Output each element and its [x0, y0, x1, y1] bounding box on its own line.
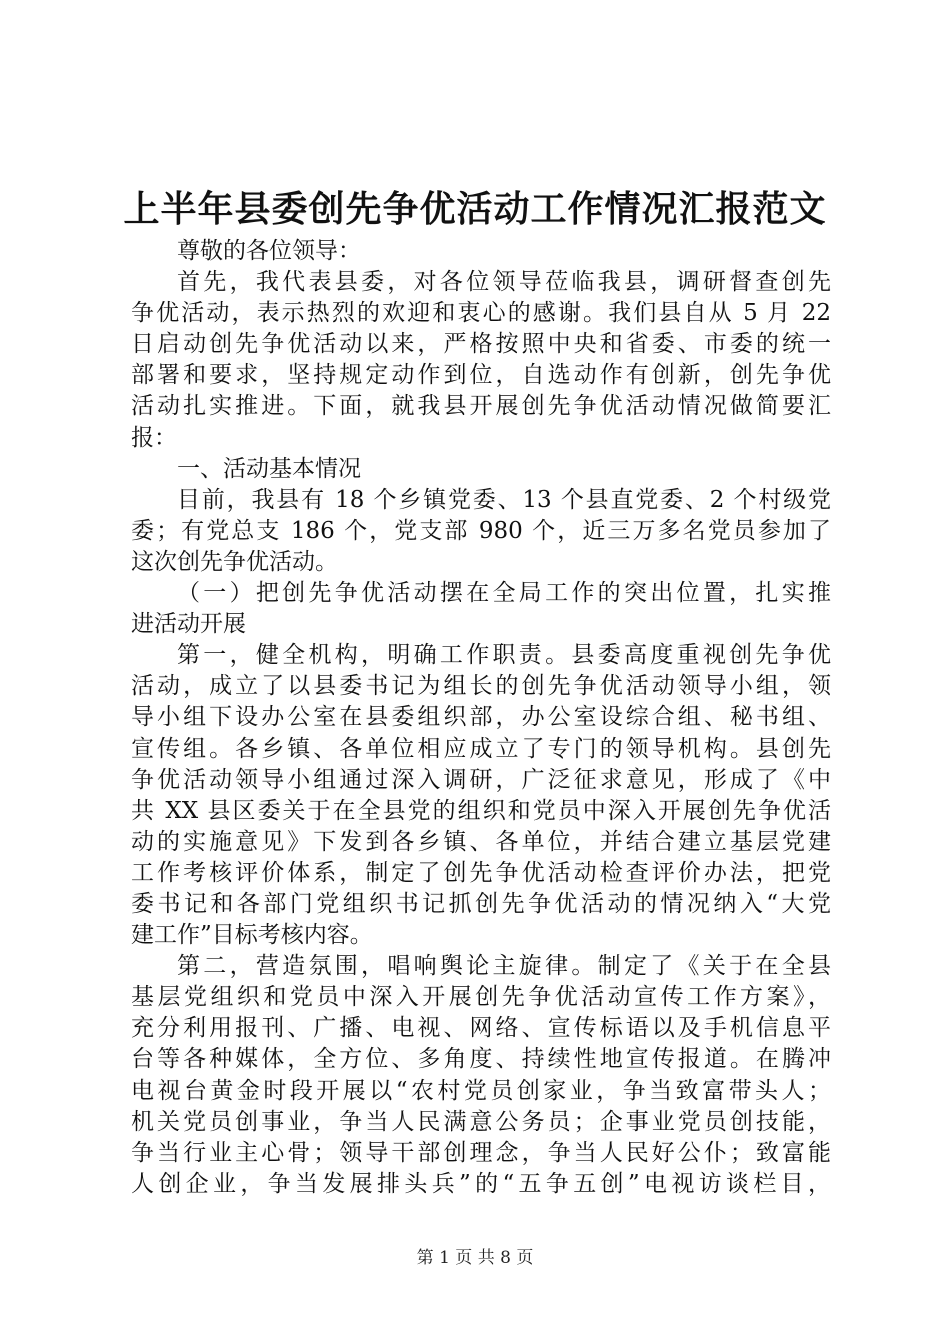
body-line: 第二，营造氛围，唱响舆论主旋律。制定了《关于在全县: [177, 953, 831, 980]
document-title: 上半年县委创先争优活动工作情况汇报范文: [123, 188, 827, 230]
body-line: 日启动创先争优活动以来，严格按照中央和省委、市委的统一: [131, 331, 831, 358]
body-line: 争优活动领导小组通过深入调研，广泛征求意见，形成了《中: [131, 766, 831, 793]
body-line: 台等各种媒体，全方位、多角度、持续性地宣传报道。在腾冲: [131, 1046, 831, 1073]
body-line: （一）把创先争优活动摆在全局工作的突出位置，扎实推: [177, 580, 831, 607]
document-body: [131, 236, 831, 1200]
body-line: 机关党员创事业，争当人民满意公务员；企事业党员创技能，: [131, 1108, 831, 1135]
body-line: 工作考核评价体系，制定了创先争优活动检查评价办法，把党: [131, 859, 831, 886]
body-line: 共 XX 县区委关于在全县党的组织和党员中深入开展创先争优活: [131, 797, 831, 824]
body-line: 委；有党总支 186 个，党支部 980 个，近三万多名党员参加了: [131, 517, 831, 544]
body-line: 建工作”目标考核内容。: [131, 922, 373, 949]
body-line: 活动扎实推进。下面，就我县开展创先争优活动情况做简要汇: [131, 393, 831, 420]
body-line: 这次创先争优活动。: [131, 548, 338, 575]
body-line: 宣传组。各乡镇、各单位相应成立了专门的领导机构。县创先: [131, 735, 831, 762]
body-line: 争优活动，表示热烈的欢迎和衷心的感谢。我们县自从 5 月 22: [131, 300, 831, 327]
body-line: 基层党组织和党员中深入开展创先争优活动宣传工作方案》，: [131, 984, 831, 1011]
body-line: 部署和要求，坚持规定动作到位，自选动作有创新，创先争优: [131, 362, 831, 389]
body-line: 活动，成立了以县委书记为组长的创先争优活动领导小组，领: [131, 673, 831, 700]
body-line: 动的实施意见》下发到各乡镇、各单位，并结合建立基层党建: [131, 828, 831, 855]
body-line: 导小组下设办公室在县委组织部，办公室设综合组、秘书组、: [131, 704, 831, 731]
body-line: 尊敬的各位领导：: [177, 238, 361, 264]
body-line: 充分利用报刊、广播、电视、网络、宣传标语以及手机信息平: [131, 1015, 831, 1042]
body-line: 第一，健全机构，明确工作职责。县委高度重视创先争优: [177, 642, 831, 669]
body-line: 人创企业，争当发展排头兵”的“五争五创”电视访谈栏目，: [131, 1170, 831, 1197]
body-line: 一、活动基本情况: [177, 455, 361, 482]
body-line: 首先，我代表县委，对各位领导莅临我县，调研督查创先: [177, 269, 831, 296]
body-line: 报：: [131, 424, 177, 451]
body-line: 委书记和各部门党组织书记抓创先争优活动的情况纳入“大党: [131, 890, 831, 917]
body-line: 进活动开展: [131, 611, 246, 638]
body-line: 争当行业主心骨；领导干部创理念，争当人民好公仆；致富能: [131, 1139, 831, 1166]
page-footer: 第 1 页 共 8 页: [416, 1248, 534, 1268]
body-line: 目前，我县有 18 个乡镇党委、13 个县直党委、2 个村级党: [177, 486, 831, 513]
body-line: 电视台黄金时段开展以“农村党员创家业，争当致富带头人；: [131, 1077, 831, 1104]
